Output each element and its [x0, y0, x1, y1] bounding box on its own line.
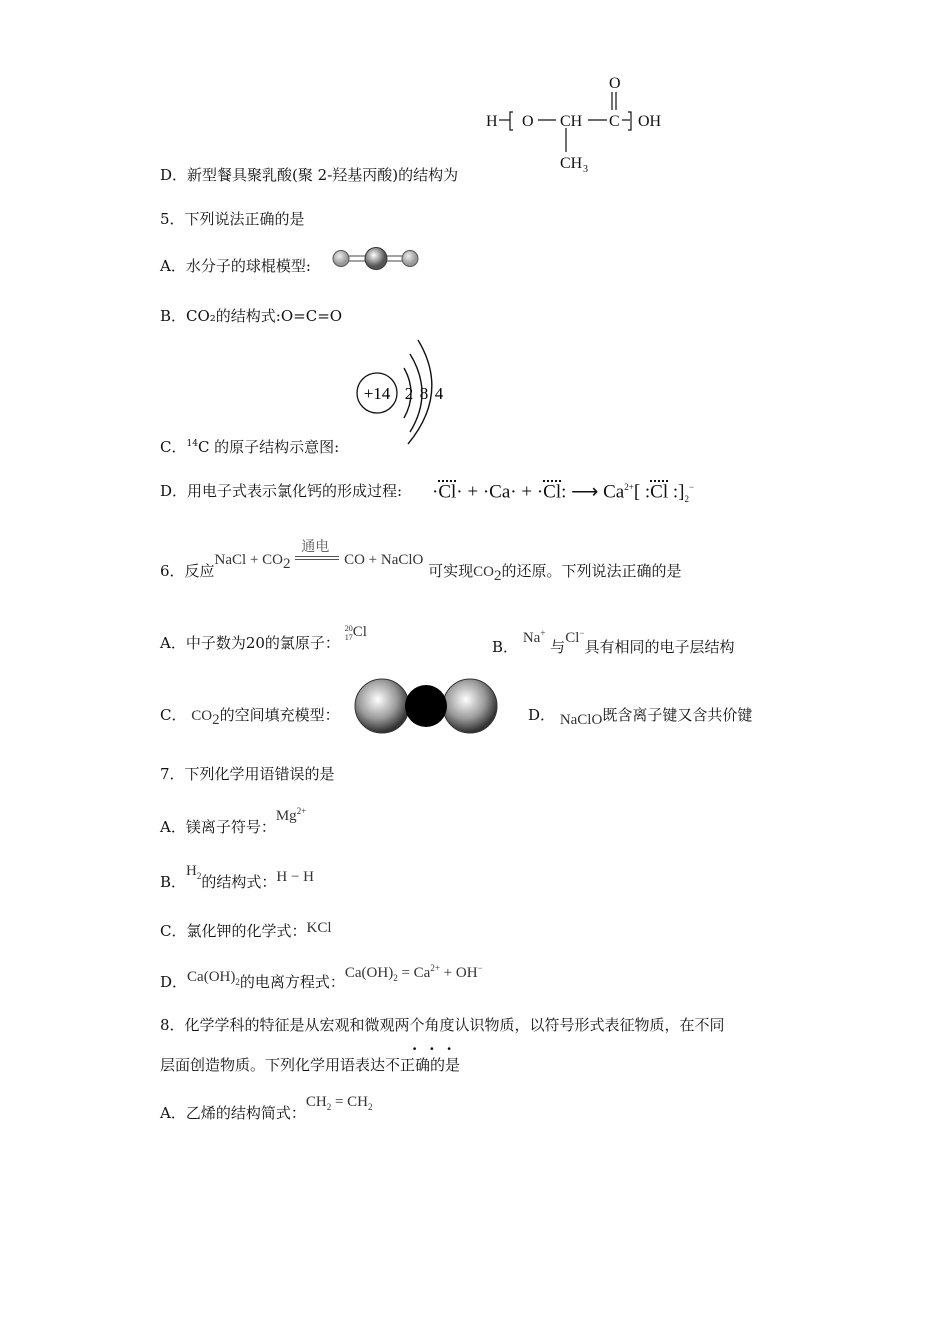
- q8-stem-line2: 层面创造物质。下列化学用语表达不正确的是: [160, 1056, 461, 1074]
- svg-text:8: 8: [419, 384, 429, 403]
- svg-text:O: O: [609, 75, 621, 92]
- q4-option-d: D．新型餐具聚乳酸(聚 2-羟基丙酸)的结构为: [160, 166, 459, 184]
- svg-text:CH: CH: [560, 155, 583, 172]
- atom-structure-diagram: [352, 338, 452, 448]
- svg-text:C: C: [609, 113, 620, 130]
- svg-text:+14: +14: [363, 384, 391, 403]
- q7-stem: 7．下列化学用语错误的是: [160, 765, 335, 783]
- arrow-icon: ⟶: [571, 481, 599, 503]
- q8-option-a: A．乙烯的结构简式：$CH_2 = CH_2$: [160, 1094, 373, 1122]
- q7-option-b: B．$H_2$的结构式：H − H: [160, 863, 315, 891]
- svg-text:3: 3: [583, 164, 588, 175]
- q5-option-c: C．$^{14}$C 的原子结构示意图:: [160, 438, 340, 456]
- q6-stem: 6．反应NaCl + $CO_2$ 通电 CO + NaClO 可实现$CO_2$的还原。下列说法正确的是: [160, 539, 682, 584]
- svg-text:H: H: [486, 113, 498, 130]
- q7-option-c: C．氯化钾的化学式：KCl: [160, 920, 332, 940]
- emphasis-dots: ···: [412, 1040, 464, 1058]
- polylactic-acid-structure: [480, 68, 680, 178]
- svg-text:CH: CH: [560, 113, 583, 130]
- svg-text:4: 4: [434, 384, 444, 403]
- q8-stem-line1: 8．化学学科的特征是从宏观和微观两个角度认识物质，以符号形式表征物质，在不同: [160, 1016, 725, 1034]
- co2-space-filling-model-icon: [354, 678, 498, 734]
- q6-option-a: A．中子数为20的氯原子： 20 17Cl: [160, 623, 367, 652]
- svg-text:2: 2: [404, 384, 414, 403]
- q7-option-d: D．$Ca(OH)_2$的电离方程式：$Ca(OH)_2 = Ca^{2+} + OH^-$: [160, 963, 483, 991]
- q6-option-b: B． Na+ 与Cl−具有相同的电子层结构: [492, 628, 735, 656]
- reaction-condition: 通电: [295, 556, 339, 560]
- ball-stick-model-icon: [330, 246, 422, 272]
- q5-option-b: B．CO₂的结构式:O=C=O: [160, 307, 343, 325]
- q6-option-d: D． NaClO既含离子键又含共价键: [528, 706, 753, 728]
- q5-option-d: D．用电子式表示氯化钙的形成过程:: [160, 482, 403, 500]
- svg-text:O: O: [522, 113, 534, 130]
- calcium-chloride-electron-formula: ·Cl· + ·Ca· + ·Cl: ⟶ $Ca^{2+}$[ :Cl $:]_2^-$: [432, 481, 695, 505]
- q6-option-c: C． $CO_2$的空间填充模型：: [160, 706, 340, 728]
- q5-option-a: A．水分子的球棍模型:: [160, 257, 311, 275]
- svg-text:OH: OH: [638, 113, 662, 130]
- q7-option-a: A．镁离子符号：$Mg^{2+}$: [160, 806, 307, 836]
- q5-stem: 5．下列说法正确的是: [160, 210, 305, 228]
